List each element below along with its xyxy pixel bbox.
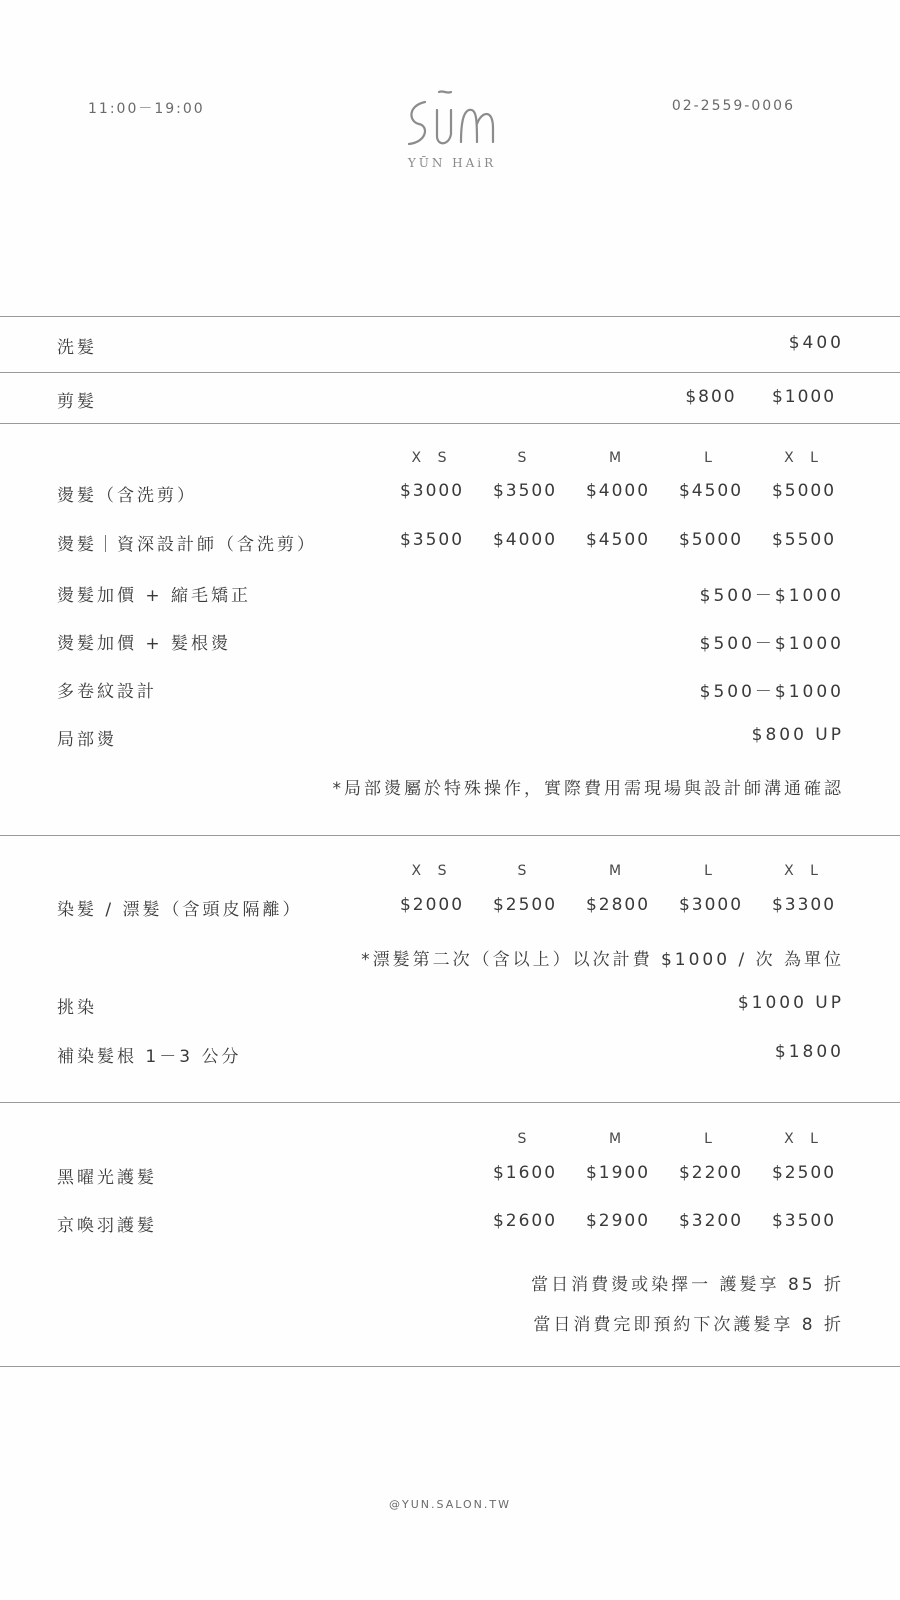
- color-extra-row: [0, 993, 900, 1017]
- service-label: 燙髮｜資深設計師（含洗剪）: [57, 535, 317, 555]
- service-price: $2500: [771, 1163, 837, 1183]
- size-label: M: [608, 1131, 628, 1147]
- service-price: $500－$1000: [699, 682, 844, 702]
- size-label: S: [517, 863, 533, 879]
- size-label: X L: [784, 450, 824, 466]
- perm-senior-row: [0, 530, 900, 554]
- divider: [0, 1366, 900, 1367]
- perm-note: *局部燙屬於特殊操作，實際費用需現場與設計師溝通確認: [332, 779, 844, 799]
- size-label: X S: [411, 863, 453, 879]
- brand-name: YŪN HAiR: [407, 156, 497, 170]
- service-price: $800 UP: [751, 725, 844, 745]
- service-label: 補染髮根 1－3 公分: [57, 1047, 242, 1067]
- service-label: 染髮 / 漂髮（含頭皮隔離）: [57, 900, 303, 920]
- service-price: $4000: [492, 530, 558, 550]
- divider: [0, 1102, 900, 1103]
- divider: [0, 835, 900, 836]
- social-handle: @YUN.SALON.TW: [389, 1498, 511, 1511]
- service-price: $4500: [678, 481, 744, 501]
- size-label: L: [704, 863, 718, 879]
- cut-row: [0, 387, 900, 411]
- service-price: $1000: [771, 387, 837, 407]
- service-price: $2000: [399, 895, 465, 915]
- service-price: $5500: [771, 530, 837, 550]
- service-label: 京喚羽護髮: [57, 1216, 157, 1236]
- color-size-header: [0, 863, 900, 887]
- phone-number: 02-2559-0006: [671, 98, 795, 114]
- perm-extra-row: [0, 581, 900, 605]
- service-price: $2200: [678, 1163, 744, 1183]
- perm-extra-row: [0, 725, 900, 749]
- service-price: $1800: [774, 1042, 844, 1062]
- treatment-size-header: [0, 1131, 900, 1155]
- size-label: M: [608, 863, 628, 879]
- service-price: $4000: [585, 481, 651, 501]
- wash-row: [0, 333, 900, 357]
- service-label: 燙髮加價 + 縮毛矯正: [57, 586, 252, 606]
- service-price: $4500: [585, 530, 651, 550]
- service-label: 剪髮: [57, 392, 97, 412]
- size-label: X S: [411, 450, 453, 466]
- service-price: $3000: [399, 481, 465, 501]
- service-price: $3500: [771, 1211, 837, 1231]
- service-price: $3500: [399, 530, 465, 550]
- perm-size-header: [0, 450, 900, 474]
- size-label: X L: [784, 1131, 824, 1147]
- size-label: S: [517, 450, 533, 466]
- perm-extra-row: [0, 677, 900, 701]
- service-price: $1600: [492, 1163, 558, 1183]
- service-price: $500－$1000: [699, 634, 844, 654]
- service-price: $800: [685, 387, 737, 407]
- service-label: 多卷紋設計: [57, 682, 157, 702]
- promo-note: 當日消費燙或染擇一 護髮享 85 折: [531, 1275, 844, 1295]
- service-label: 燙髮加價 + 髮根燙: [57, 634, 232, 654]
- divider: [0, 316, 900, 317]
- divider: [0, 372, 900, 373]
- service-price: $2800: [585, 895, 651, 915]
- service-label: 黑曜光護髮: [57, 1168, 157, 1188]
- service-price: $1000 UP: [737, 993, 844, 1013]
- service-price: $3000: [678, 895, 744, 915]
- promo-note: 當日消費完即預約下次護髮享 8 折: [533, 1315, 844, 1335]
- service-label: 挑染: [57, 998, 97, 1018]
- service-label: 洗髮: [57, 338, 97, 358]
- treatment-row: [0, 1163, 900, 1187]
- service-price: $1900: [585, 1163, 651, 1183]
- service-price: $3200: [678, 1211, 744, 1231]
- service-label: 燙髮（含洗剪）: [57, 486, 197, 506]
- service-price: $3300: [771, 895, 837, 915]
- perm-row: [0, 481, 900, 505]
- treatment-row: [0, 1211, 900, 1235]
- logo-mark-icon: [397, 84, 507, 154]
- color-row: [0, 895, 900, 919]
- perm-extra-row: [0, 629, 900, 653]
- size-label: S: [517, 1131, 533, 1147]
- service-price: $2500: [492, 895, 558, 915]
- size-label: L: [704, 450, 718, 466]
- service-label: 局部燙: [57, 730, 117, 750]
- service-price: $400: [788, 333, 844, 353]
- color-extra-row: [0, 1042, 900, 1066]
- service-price: $5000: [678, 530, 744, 550]
- service-price: $2900: [585, 1211, 651, 1231]
- divider: [0, 423, 900, 424]
- service-price: $2600: [492, 1211, 558, 1231]
- business-hours: 11:00－19:00: [88, 101, 205, 117]
- color-note: *漂髮第二次（含以上）以次計費 $1000 / 次 為單位: [361, 950, 844, 970]
- service-price: $500－$1000: [699, 586, 844, 606]
- size-label: X L: [784, 863, 824, 879]
- service-price: $5000: [771, 481, 837, 501]
- size-label: M: [608, 450, 628, 466]
- service-price: $3500: [492, 481, 558, 501]
- logo: [392, 84, 512, 184]
- size-label: L: [704, 1131, 718, 1147]
